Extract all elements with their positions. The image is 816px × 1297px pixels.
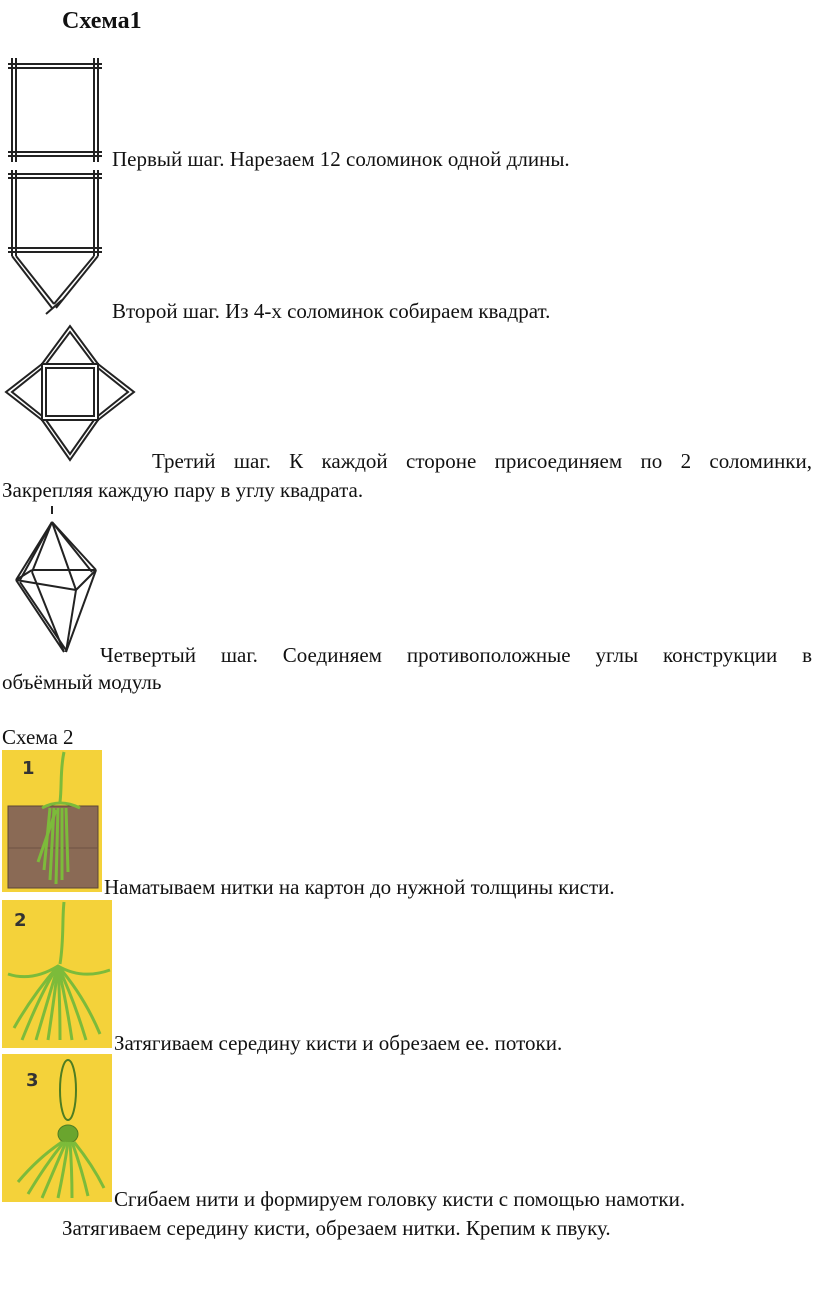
scheme2-step1-text: Наматываем нитки на картон до нужной толщины кисти. (104, 875, 615, 899)
step4-text-line1: Четвертый шаг. Соединяем противоположные углы конструкции в (100, 643, 812, 667)
step4-diagram (2, 504, 102, 660)
yarn-photo-1 (2, 750, 102, 892)
scheme2-step3-text: Сгибаем нити и формируем головку кисти с помощью намотки. (114, 1187, 686, 1211)
step1-diagram (4, 56, 108, 166)
scheme2-title: Схема 2 (2, 725, 74, 749)
scheme2-step2-text: Затягиваем середину кисти и обрезаем ее. потоки. (114, 1031, 563, 1055)
yarn-photo-3 (2, 1054, 112, 1202)
scheme1-title: Схема1 (62, 8, 142, 34)
step2-text: Второй шаг. Из 4-х соломинок собираем квадрат. (112, 299, 551, 323)
step3-text-line2: Закрепляя каждую пару в углу квадрата. (2, 478, 364, 502)
step2-diagram (4, 168, 108, 318)
scheme2-final-text: Затягиваем середину кисти, обрезаем нитки. Крепим к пвуку. (62, 1216, 611, 1240)
photo1-number: 1 (22, 758, 35, 779)
step3-text-line1: Третий шаг. К каждой стороне присоединяем по 2 соломинки, (152, 449, 812, 473)
yarn-photo-2 (2, 900, 112, 1048)
step1-text: Первый шаг. Нарезаем 12 соломинок одной длины. (112, 147, 570, 171)
step4-text-line2: объёмный модуль (2, 670, 162, 694)
photo2-number: 2 (14, 910, 27, 931)
photo3-number: 3 (26, 1070, 39, 1091)
step3-diagram (2, 320, 152, 470)
